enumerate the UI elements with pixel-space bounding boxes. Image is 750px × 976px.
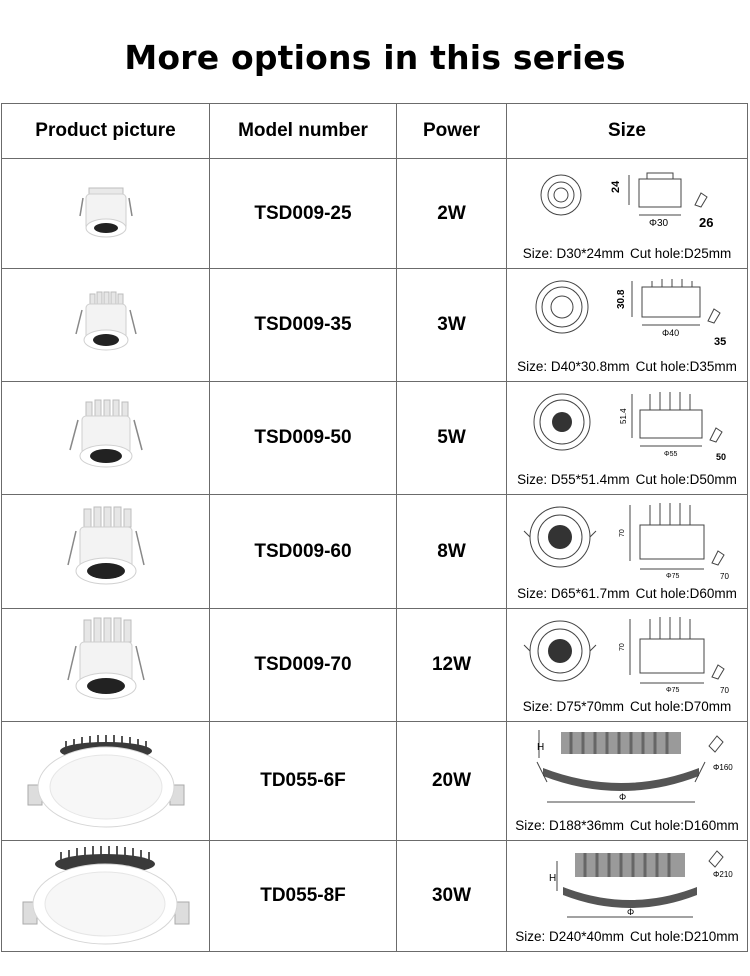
dimension-drawing	[520, 501, 734, 581]
table-row	[2, 495, 748, 609]
hole-label: Φ210	[713, 870, 733, 879]
hole-label: 70	[720, 686, 729, 695]
cut-hole-text: Cut hole:D25mm	[630, 246, 732, 261]
size-caption	[507, 472, 747, 487]
hole-label: 35	[714, 336, 727, 348]
height-label: 24	[610, 180, 622, 193]
product-picture	[2, 269, 210, 382]
model-number: TSD009-25	[210, 159, 397, 269]
diameter-label: Φ30	[649, 218, 669, 229]
cut-hole-text: Cut hole:D35mm	[635, 359, 737, 374]
model-number: TD055-8F	[210, 841, 397, 952]
hole-label: Φ160	[713, 763, 733, 772]
cut-hole-text: Cut hole:D160mm	[630, 818, 739, 833]
downlight-small-image	[70, 288, 142, 358]
size-cell	[507, 269, 748, 382]
power-value: 5W	[397, 382, 507, 495]
product-picture	[2, 722, 210, 841]
size-caption	[507, 586, 747, 601]
size-cell	[507, 159, 748, 269]
header-size: Size	[507, 104, 748, 159]
size-text: Size: D240*40mm	[515, 929, 624, 944]
downlight-small-image	[64, 503, 148, 595]
diameter-label: Φ55	[664, 451, 678, 458]
table-row	[2, 269, 748, 382]
size-cell	[507, 495, 748, 609]
power-value: 20W	[397, 722, 507, 841]
table-row	[2, 382, 748, 495]
hole-label: 50	[716, 452, 727, 462]
power-value: 2W	[397, 159, 507, 269]
dimension-drawing	[522, 275, 732, 349]
diameter-label: Φ75	[666, 687, 680, 694]
height-label: 70	[619, 643, 626, 651]
model-number: TD055-6F	[210, 722, 397, 841]
downlight-small-image	[64, 616, 148, 710]
height-label: 70	[619, 529, 626, 537]
height-label: H	[537, 742, 545, 753]
dimension-drawing	[520, 615, 734, 695]
height-label: 30.8	[616, 289, 627, 309]
diameter-label: Φ	[619, 792, 627, 802]
downlight-small-image	[71, 180, 141, 242]
model-number: TSD009-50	[210, 382, 397, 495]
table-row	[2, 722, 748, 841]
power-value: 30W	[397, 841, 507, 952]
diameter-label: Φ40	[662, 328, 680, 338]
height-label: 51.4	[619, 408, 628, 424]
page-title: More options in this series	[124, 38, 626, 77]
power-value: 8W	[397, 495, 507, 609]
size-text: Size: D30*24mm	[522, 246, 624, 261]
diameter-label: Φ	[627, 907, 635, 917]
dimension-drawing	[517, 847, 737, 927]
size-text: Size: D188*36mm	[515, 818, 624, 833]
table-row	[2, 841, 748, 952]
size-cell	[507, 609, 748, 722]
power-value: 12W	[397, 609, 507, 722]
product-picture	[2, 159, 210, 269]
size-caption	[507, 246, 747, 261]
size-cell	[507, 722, 748, 841]
model-number: TSD009-70	[210, 609, 397, 722]
height-label: H	[549, 873, 557, 884]
table-row	[2, 159, 748, 269]
dimension-drawing	[527, 165, 727, 235]
cut-hole-text: Cut hole:D50mm	[635, 472, 737, 487]
dimension-drawing	[517, 728, 737, 810]
product-picture	[2, 609, 210, 722]
size-text: Size: D40*30.8mm	[517, 359, 630, 374]
hole-label: 26	[699, 215, 714, 230]
size-caption	[507, 929, 747, 944]
model-number: TSD009-60	[210, 495, 397, 609]
size-cell	[507, 382, 748, 495]
power-value: 3W	[397, 269, 507, 382]
size-text: Size: D55*51.4mm	[517, 472, 630, 487]
cut-hole-text: Cut hole:D60mm	[635, 586, 737, 601]
header-product-picture: Product picture	[2, 104, 210, 159]
diameter-label: Φ75	[666, 573, 680, 580]
header-power: Power	[397, 104, 507, 159]
size-text: Size: D65*61.7mm	[517, 586, 630, 601]
size-caption	[507, 699, 747, 714]
cut-hole-text: Cut hole:D210mm	[630, 929, 739, 944]
model-number: TSD009-35	[210, 269, 397, 382]
downlight-large-image	[26, 729, 186, 829]
header-model-number: Model number	[210, 104, 397, 159]
size-caption	[507, 359, 747, 374]
product-picture	[2, 382, 210, 495]
product-picture	[2, 495, 210, 609]
product-picture	[2, 841, 210, 952]
cut-hole-text: Cut hole:D70mm	[630, 699, 732, 714]
downlight-large-image	[21, 842, 191, 946]
size-caption	[507, 818, 747, 833]
hole-label: 70	[720, 572, 729, 581]
downlight-small-image	[66, 396, 146, 476]
size-cell	[507, 841, 748, 952]
dimension-drawing	[522, 388, 732, 464]
table-row	[2, 609, 748, 722]
header-row	[2, 104, 748, 159]
size-text: Size: D75*70mm	[522, 699, 624, 714]
product-table	[1, 103, 748, 952]
